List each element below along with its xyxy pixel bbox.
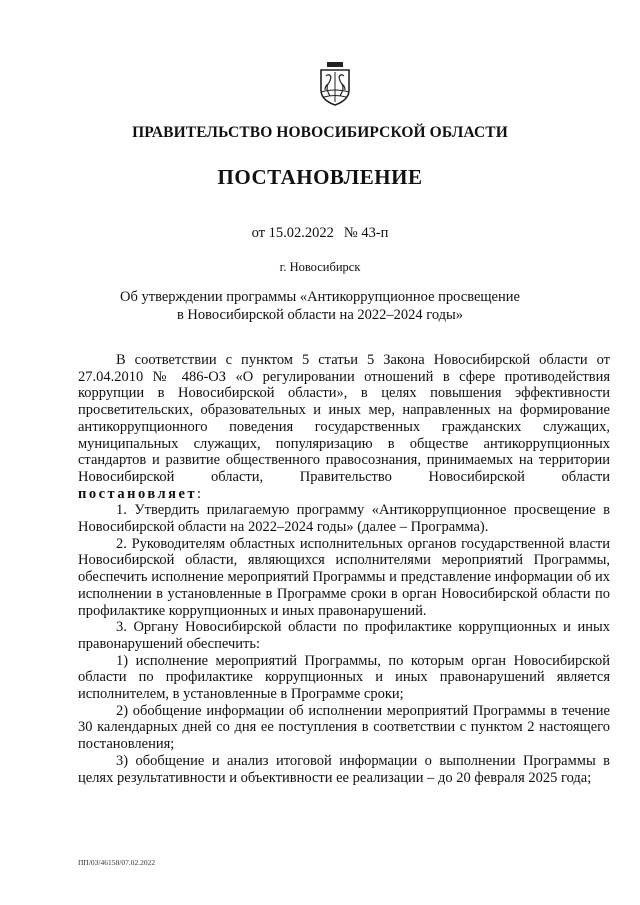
organization-name: ПРАВИТЕЛЬСТВО НОВОСИБИРСКОЙ ОБЛАСТИ <box>132 124 508 141</box>
date-number-line <box>0 225 640 242</box>
subject-line-1: Об утверждении программы «Антикоррупционное просвещение <box>120 289 520 305</box>
document-body <box>78 352 610 786</box>
document-subject <box>0 288 640 324</box>
resolves-word: постановляет <box>78 485 198 502</box>
resolves-line <box>78 486 610 503</box>
item-3-paragraph: 3. Органу Новосибирской области по профилактике коррупционных и иных правонарушений обеспечить: <box>78 619 610 652</box>
document-date: от 15.02.2022 <box>251 225 334 241</box>
document-footer-code: ПП/03/46158/07.02.2022 <box>78 858 156 867</box>
item-3-2-paragraph: 2) обобщение информации об исполнении мероприятий Программы в течение 30 календарных дней со дня ее поступления в соответствии с пунктом 2 настоящего постановления; <box>78 702 610 753</box>
document-number: № 43-п <box>343 225 389 241</box>
item-1-paragraph: 1. Утвердить прилагаемую программу «Антикоррупционное просвещение в Новосибирской области на 2022–2024 годы» (далее – Программа). <box>78 502 610 536</box>
coat-of-arms-icon <box>317 62 353 106</box>
city-name: г. Новосибирск <box>279 260 361 274</box>
item-3-3-paragraph: 3) обобщение и анализ итоговой информации о выполнении Программы в целях результативности и объективности ее реализации – до 20 февраля 2025 года; <box>78 752 610 786</box>
document-type: ПОСТАНОВЛЕНИЕ <box>217 165 423 189</box>
preamble-paragraph: В соответствии с пунктом 5 статьи 5 Закона Новосибирской области от 27.04.2010 № 486-ОЗ «О регулировании отношений в сфере противодействия коррупции в Новосибирской области», в целях повышения эффективности просветительских, образовательных и иных мер, направленных на формирование антикоррупционного поведения государственных гражданских служащих, муниципальных служащих, популяризацию в обществе антикоррупционных стандартов и развитие общественного правосознания, принимаемых на территории Новосибирской области, Правительство Новосибирской области <box>78 352 610 485</box>
subject-line-2: в Новосибирской области на 2022–2024 годы» <box>176 307 464 323</box>
resolves-colon: : <box>197 485 202 502</box>
item-3-1-paragraph: 1) исполнение мероприятий Программы, по которым орган Новосибирской области по профилактике коррупционных и иных правонарушений является исполнителем, в установленные в Программе сроки; <box>78 652 610 703</box>
item-2-paragraph: 2. Руководителям областных исполнительных органов государственной власти Новосибирской области, являющихся исполнителями мероприятий Программы, обеспечить исполнение мероприятий Программы и представление информации об их исполнении в установленные в Программе сроки в орган Новосибирской области по профилактике коррупционных и иных правонарушений. <box>78 535 610 619</box>
